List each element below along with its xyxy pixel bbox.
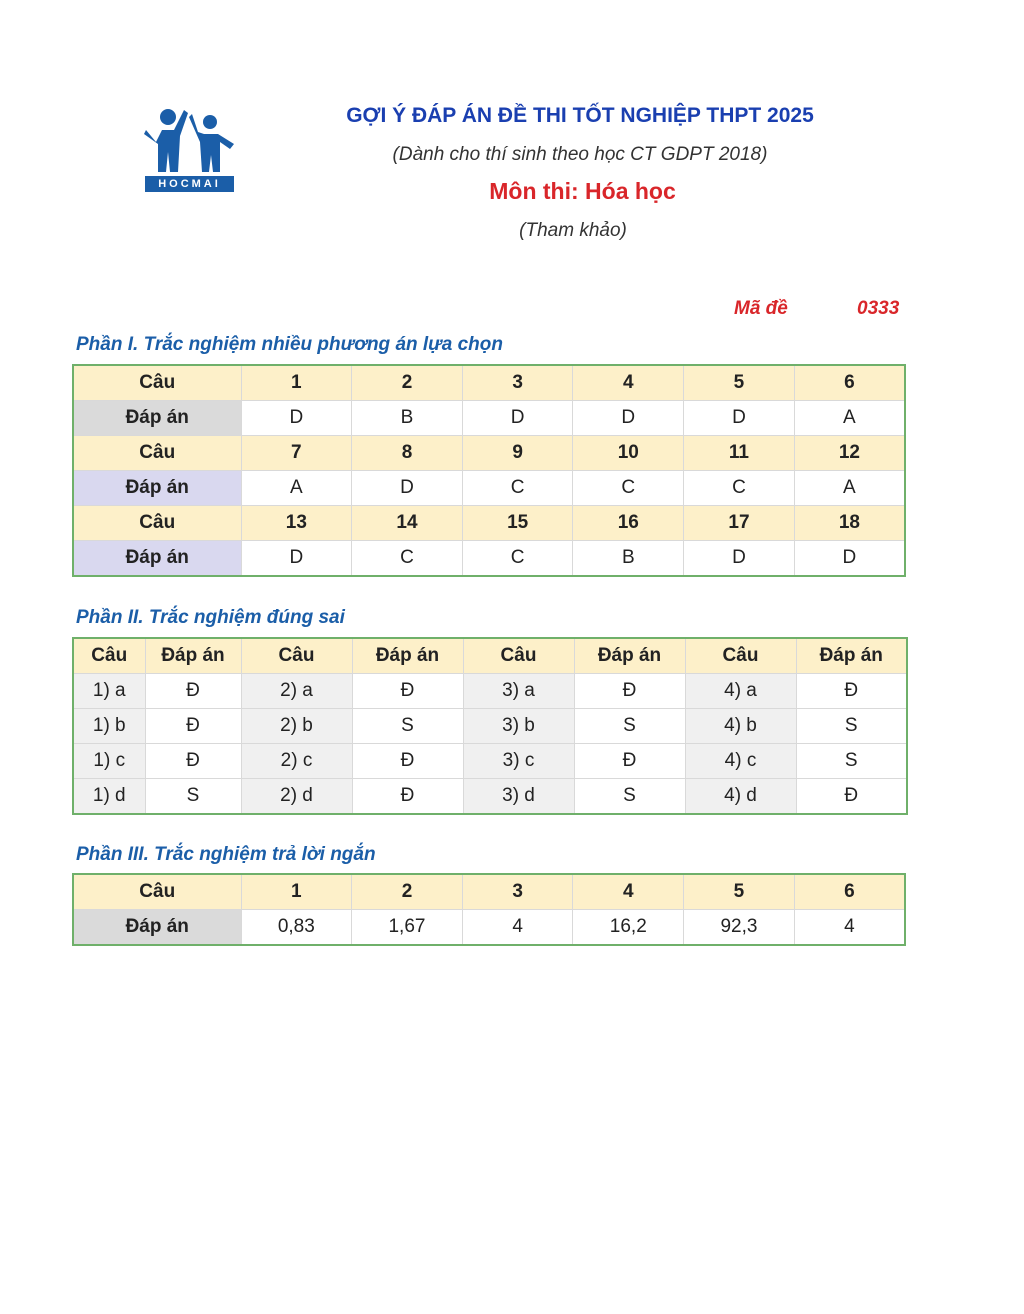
sub-question: 1) d (73, 779, 145, 815)
column-header: Câu (463, 638, 574, 674)
sub-question: 1) b (73, 709, 145, 744)
answer-value: C (573, 471, 684, 506)
answer-value: D (352, 471, 463, 506)
subject-title: Môn thi: Hóa học (489, 178, 676, 204)
question-number: 7 (241, 436, 352, 471)
answer-value: D (794, 541, 905, 577)
sub-question: 4) b (685, 709, 796, 744)
part2-table (72, 637, 908, 815)
answer-value: 4 (794, 910, 905, 946)
answer-value: Đ (574, 744, 685, 779)
column-header: Đáp án (574, 638, 685, 674)
answer-value: Đ (145, 674, 241, 709)
sub-question: 4) c (685, 744, 796, 779)
question-number: 10 (573, 436, 684, 471)
answer-value: Đ (796, 674, 907, 709)
question-number: 2 (352, 874, 463, 910)
part3-title: Phần III. Trắc nghiệm trả lời ngắn (76, 844, 376, 865)
question-row (73, 436, 905, 471)
sub-question: 3) c (463, 744, 574, 779)
answer-value: Đ (352, 674, 463, 709)
sub-question: 4) d (685, 779, 796, 815)
answer-value: D (241, 401, 352, 436)
question-number: 16 (573, 506, 684, 541)
answer-value: C (684, 471, 795, 506)
answer-value: C (352, 541, 463, 577)
table-row (73, 744, 907, 779)
sub-question: 3) a (463, 674, 574, 709)
question-number: 4 (573, 874, 684, 910)
column-header: Đáp án (352, 638, 463, 674)
part1-title: Phần I. Trắc nghiệm nhiều phương án lựa chọn (76, 334, 503, 355)
reference-note: (Tham khảo) (519, 220, 627, 241)
sub-question: 1) c (73, 744, 145, 779)
answer-value: S (352, 709, 463, 744)
question-number: 3 (462, 874, 573, 910)
answer-value: A (241, 471, 352, 506)
answer-value: 92,3 (684, 910, 795, 946)
question-number: 18 (794, 506, 905, 541)
question-number: 12 (794, 436, 905, 471)
question-number: 1 (241, 874, 352, 910)
answer-row (73, 541, 905, 577)
question-label: Câu (73, 506, 241, 541)
answer-row (73, 401, 905, 436)
document-title: GỢI Ý ĐÁP ÁN ĐỀ THI TỐT NGHIỆP THPT 2025 (346, 104, 814, 127)
answer-value: C (462, 541, 573, 577)
answer-value: 1,67 (352, 910, 463, 946)
answer-value: Đ (145, 709, 241, 744)
answer-label: Đáp án (73, 910, 241, 946)
question-number: 15 (462, 506, 573, 541)
answer-value: B (352, 401, 463, 436)
answer-row (73, 471, 905, 506)
question-row (73, 365, 905, 401)
sub-question: 2) b (241, 709, 352, 744)
table-row (73, 709, 907, 744)
question-number: 8 (352, 436, 463, 471)
part1-table (72, 364, 906, 577)
answer-label: Đáp án (73, 541, 241, 577)
part2-title: Phần II. Trắc nghiệm đúng sai (76, 607, 345, 628)
sub-question: 3) b (463, 709, 574, 744)
column-header: Câu (73, 638, 145, 674)
sub-question: 4) a (685, 674, 796, 709)
logo-text: HOCMAI (145, 176, 234, 192)
question-number: 9 (462, 436, 573, 471)
sub-question: 2) d (241, 779, 352, 815)
answer-value: S (796, 744, 907, 779)
answer-label: Đáp án (73, 471, 241, 506)
question-number: 13 (241, 506, 352, 541)
answer-value: C (462, 471, 573, 506)
sub-question: 1) a (73, 674, 145, 709)
question-label: Câu (73, 436, 241, 471)
answer-value: 16,2 (573, 910, 684, 946)
column-header: Đáp án (145, 638, 241, 674)
question-number: 14 (352, 506, 463, 541)
question-number: 6 (794, 874, 905, 910)
question-row (73, 874, 905, 910)
answer-value: A (794, 471, 905, 506)
answer-value: S (145, 779, 241, 815)
answer-value: Đ (352, 744, 463, 779)
answer-value: Đ (352, 779, 463, 815)
header-row (73, 638, 907, 674)
answer-value: 0,83 (241, 910, 352, 946)
question-number: 5 (684, 874, 795, 910)
answer-value: Đ (145, 744, 241, 779)
answer-value: B (573, 541, 684, 577)
question-label: Câu (73, 365, 241, 401)
question-label: Câu (73, 874, 241, 910)
sub-question: 2) a (241, 674, 352, 709)
exam-code-value: 0333 (857, 298, 900, 319)
answer-value: Đ (574, 674, 685, 709)
question-number: 5 (684, 365, 795, 401)
question-number: 3 (462, 365, 573, 401)
table-row (73, 779, 907, 815)
answer-label: Đáp án (73, 401, 241, 436)
question-number: 2 (352, 365, 463, 401)
answer-value: D (241, 541, 352, 577)
question-number: 11 (684, 436, 795, 471)
question-row (73, 506, 905, 541)
answer-value: A (794, 401, 905, 436)
table-row (73, 674, 907, 709)
answer-value: D (684, 541, 795, 577)
column-header: Câu (685, 638, 796, 674)
answer-value: 4 (462, 910, 573, 946)
answer-row (73, 910, 905, 946)
answer-value: Đ (796, 779, 907, 815)
question-number: 6 (794, 365, 905, 401)
column-header: Đáp án (796, 638, 907, 674)
answer-value: D (462, 401, 573, 436)
answer-value: S (574, 709, 685, 744)
exam-code-label: Mã đề (734, 298, 788, 319)
part3-table (72, 873, 906, 946)
question-number: 1 (241, 365, 352, 401)
answer-value: S (796, 709, 907, 744)
column-header: Câu (241, 638, 352, 674)
document-subtitle: (Dành cho thí sinh theo học CT GDPT 2018) (392, 144, 768, 165)
answer-value: D (684, 401, 795, 436)
sub-question: 2) c (241, 744, 352, 779)
answer-value: S (574, 779, 685, 815)
question-number: 4 (573, 365, 684, 401)
answer-value: D (573, 401, 684, 436)
sub-question: 3) d (463, 779, 574, 815)
question-number: 17 (684, 506, 795, 541)
